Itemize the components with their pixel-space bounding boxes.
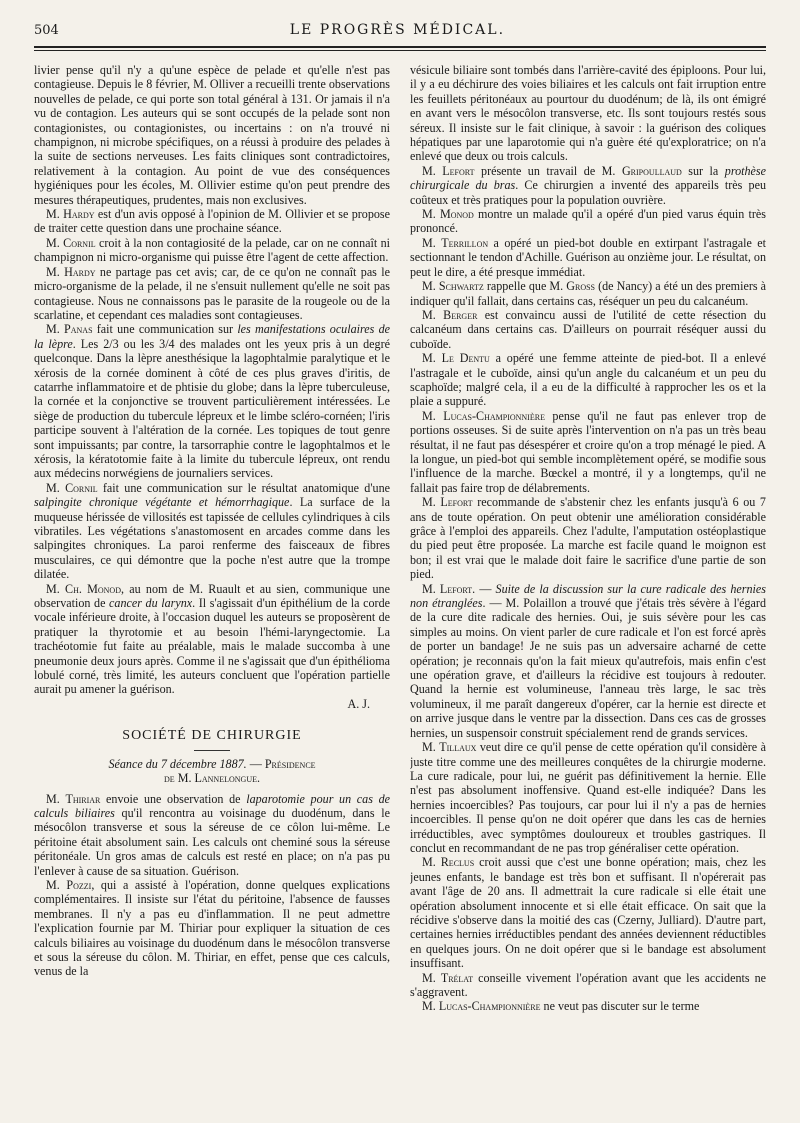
communication-title: laparotomie pour un cas de calculs biliaires — [34, 791, 390, 820]
paragraph: M. Pozzi, qui a assisté à l'opération, donne quelques explications complémentaires. Il insiste sur l'état du péritoine, l'absence de fausses membranes. Il n'y a pas eu d'inflammation. Il ne peut admettre l'explication fournie par M. Thiriar pour expliquer la situation de ces calculs biliaires au voisinage du duodénum dans le mésocôlon transverse et sous la séreuse du côlon. M. Thiriar, en effet, pense que ces calculs, venus de la — [34, 877, 390, 979]
left-column — [34, 63, 390, 1123]
paragraph: M. Cornil croit à la non contagiosité de la pelade, car on ne connaît ni champignon ni micro-organisme qui puisse être l'agent de cette affection. — [34, 235, 390, 265]
header-rule-thin — [34, 50, 766, 51]
person-name: Schwartz — [438, 279, 484, 294]
person-name: Monod — [439, 207, 474, 222]
signature: A. J. — [347, 696, 370, 711]
person-name: Berger — [443, 307, 478, 322]
person-name: Ch. Monod — [65, 581, 121, 596]
person-name: Lucas-Championnière — [443, 408, 545, 423]
person-name: Reclus — [440, 855, 475, 870]
communication-title: prothèse chirurgicale du bras — [410, 163, 766, 193]
communication-title: cancer du larynx — [109, 596, 193, 611]
person-name: Terrillon — [441, 235, 489, 250]
paragraph: M. Trélat conseille vivement l'opération avant que les accidents ne s'aggravent. — [410, 970, 766, 999]
paragraph: M. Terrillon a opéré un pied-bot double en extirpant l'astragale et sectionnant le tendon d'Achille. Guérison au onzième jour. Le résultat, on peut le dire, a été presque immédiat. — [410, 235, 766, 279]
journal-title: LE PROGRÈS MÉDICAL. — [289, 22, 506, 38]
paragraph: M. Cornil fait une communication sur le résultat anatomique d'une salpingite chronique végétante et hémorrhagique. La surface de la muqueuse hérissée de villosités est tapissée de cellules cylindriques à cils vibratiles. Les végétations s'anastomosent en arcades comme dans les salpingites chroniques. La paroi renferme des faisceaux de fibres musculaires, ce qui démontre que la poche n'est autre que la trompe dilatée. — [34, 480, 390, 582]
person-name: Pozzi — [66, 877, 92, 892]
person-name: Le Dentu — [441, 351, 490, 366]
paragraph: M. Hardy ne partage pas cet avis; car, de ce qu'on ne connaît pas le micro-organisme de la pelade, il ne s'ensuit nullement qu'elle ne soit pas contagieuse. Nous ne connaissons pas le parasite de la rougeole ou de la scarlatine, et cependant ces maladies sont contagieuses. — [34, 264, 390, 322]
columns — [34, 63, 766, 1123]
person-name: Cornil — [63, 235, 96, 250]
communication-title: les manifestations oculaires de la lèpre — [34, 322, 390, 351]
paragraph: M. Ch. Monod, au nom de M. Ruault et au sien, communique une observation de cancer du larynx. Il s'agissait d'un épithélium de la corde vocale inférieure droite, à l'occasion duquel les auteurs se proposèrent de pratiquer la thyrotomie et au besoin l'hémi-laryngectomie. La trachéotomie fut faite au préalable, mais le malade succomba à une pneumonie deux jours après. Comme il ne s'agissait que d'un épithélioma lobulé corné, très limité, les auteurs concluent que l'opération partielle aurait pu amener la guérison. — [34, 581, 390, 697]
person-name: Tillaux — [439, 740, 477, 755]
person-name: Trélat — [440, 970, 474, 985]
page-number: 504 — [34, 23, 59, 38]
paragraph: M. Berger est convaincu aussi de l'utilité de cette résection du calcanéum dans certains cas. D'ailleurs on pourrait réséquer aussi du cuboïde. — [410, 307, 766, 351]
person-name: Lefort. — [439, 581, 476, 596]
paragraph: M. Monod montre un malade qu'il a opéré d'un pied varus équin très prononcé. — [410, 207, 766, 236]
person-name: Hardy — [64, 264, 96, 279]
person-name: Panas — [64, 322, 93, 337]
paragraph: M. Schwartz rappelle que M. Gross (de Nancy) a été un des premiers à indiquer qu'il fallait, dans certains cas, réséquer un peu du calcanéum. — [410, 279, 766, 308]
paragraph: M. Hardy est d'un avis opposé à l'opinion de M. Ollivier et se propose de traiter cette question dans une prochaine séance. — [34, 207, 390, 236]
paragraph: M. Tillaux veut dire ce qu'il pense de cette opération qu'il considère à juste titre comme une des meilleures conquêtes de la chirurgie moderne. La cure radicale, pour lui, ne guérit pas définitivement la hernie. Elle n'est pas absolument inoffensive. Quand est-elle indiquée? Dans les hernies incoercibles? Pas toujours, car pour lui il n'y a pas de hernies incoercibles. Il pense qu'on ne doit opérer que dans les cas de hernies irréductibles, avec symptômes douloureux et troubles gastriques. Il conclut en recommandant de ne pas trop généraliser cette opération. — [410, 740, 766, 855]
header-rule-thick — [34, 46, 766, 48]
person-name: Hardy — [63, 207, 95, 222]
paragraph: M. Lefort présente un travail de M. Gripoullaud sur la prothèse chirurgicale du bras. Ce chirurgien a inventé des appareils très peu coûteux et très pratiques pour la population ouvrière. — [410, 163, 766, 207]
person-name: Lucas-Championnière — [438, 999, 541, 1014]
session-president: de M. Lannelongue. — [164, 771, 260, 786]
paragraph: M. Lucas-Championnière ne veut pas discuter sur le terme — [422, 999, 700, 1014]
person-name: Thiriar — [65, 791, 101, 806]
paragraph: M. Lefort. — Suite de la discussion sur la cure radicale des hernies non étranglées. — M. Polaillon a trouvé que j'étais très sévère à l'égard de la cure dite radicale des hernies. Oui, je suis sévère pour les cas simples au moins. On vient parler de cure radicale et l'on est forcé après de porter un bandage! Je ne suis pas un adversaire acharné de cette opération; je reconnais qu'on la fait mieux qu'autrefois, mais enfin c'est une opération grave, et d'ailleurs la récidive est toujours à redouter. Quand la hernie est volumineuse, l'anneau très large, le sac très volumineux, il me paraît dangereux d'opérer, car la hernie est directe et on arrive jusque dans le ventre par la dissection. Dans ces cas de grosses hernies, un suspensoir construit spécialement rend de grands services. — [410, 581, 766, 740]
session-heading — [34, 757, 390, 786]
paragraph: M. Le Dentu a opéré une femme atteinte de pied-bot. Il a enlevé l'astragale et le cuboïde, ainsi qu'un angle du calcanéum et un peu du scaphoïde; malgré cela, il a eu de la difficulté à rapprocher les os et la plaie a suppuré. — [410, 351, 766, 409]
paragraph: M. Thiriar envoie une observation de laparotomie pour un cas de calculs biliaires qu'il rencontra au voisinage du duodénum, dans le mésocôlon transverse et sous la séreuse de ce côlon lui-même. Le péritoine était absolument sain. Les calculs ont cheminé sous la séreuse péritonéale. Un gros amas de calculs est resté en place; on n'a pas pu l'enlever à cause de sa situation. Guérison. — [34, 791, 390, 878]
paragraph: M. Panas fait une communication sur les manifestations oculaires de la lèpre. Les 2/3 ou les 3/4 des malades ont les yeux pris à un degré quelconque. Dans la lèpre anesthésique la lagophtalmie paralytique et le xérosis de la cornée dominent à côté de ces plus graves d'iritis, de catarrhe inflammatoire et de phtisie du globe; dans la lèpre tuberculeuse, la cornée et la conjonctive se trouvent particulièrement intéressées. Le siège de production du tubercule lépreux et le limbe scléro-cornéen; l'iris participe souvent à l'altération de la cornée. Les topiques de tout genre sont impuissants; par contre, la tarsorraphie contre le lagophtalmos et le xérosis, la kératotomie faite à la limite du tubercule lépreux, ont rendu aux médecins norwégiens de journaliers services. — [34, 322, 390, 481]
session-date: Séance du 7 décembre 1887. — [108, 756, 247, 771]
paragraph: vésicule biliaire sont tombés dans l'arrière-cavité des épiploons. Pour lui, il y a eu déchirure des voies biliaires et les calculs ont fait irruption entre les feuillets péritonéaux au pourtour du duodénum; de là, ils ont émigré en avant vers le mésocôlon transverse, etc. Ils sont toujours restés sous séreux. Il insiste sur le fait clinique, à savoir : la guérison des coliques hépatiques par une laparotomie qui n'a guère été qu'exploratrice; on n'a enlevé que deux ou trois calculs. — [410, 63, 766, 164]
section-divider — [194, 750, 230, 751]
session-presidency: — Présidence — [246, 756, 316, 771]
person-name: Cornil — [65, 480, 98, 495]
right-column — [410, 63, 766, 1123]
paragraph: livier pense qu'il n'y a qu'une espèce de pelade et qu'elle n'est pas contagieuse. Depuis le 8 février, M. Olliver a recueilli trente observations nouvelles de pelade, ce qui porte son total général à 131. Or jamais il n'a vu de contagion. Les auteurs qui se sont occupés de la pelade sont non contagionistes, ou contagionistes, ou incertains : on n'a trouvé ni champignon, ni microbe spécifiques, on a réussi à produire des pelades à la suite de sections nerveuses. Les faits cliniques sont contradictoires, relativement à la contagion. Au point de vue des conséquences hygiéniques pour les écoles, M. Ollivier estime qu'on peut prendre des mesures thérapeutiques, prudentes, mais non exclusives. — [34, 63, 390, 207]
paragraph: M. Lucas-Championnière pense qu'il ne faut pas enlever trop de portions osseuses. Si de suite après l'intervention on n'a pas un très beau résultat, il ne faut pas désespérer et croire qu'on a trop ménagé le pied. A la longue, un pied-bot qui semble incomplètement opéré, se modifie sous l'influence de la marche. Bœckel a montré, il y a longtemps, qu'il ne fallait pas faire trop de délabrements. — [410, 408, 766, 495]
paragraph: M. Reclus croit aussi que c'est une bonne opération; mais, chez les jeunes enfants, le bandage est très bon et suffisant. Il n'opérerait pas avant l'âge de 20 ans. Il admettrait la cure radicale si elle était une opération absolument innocente et si elle était efficace. On sait que la récidive s'observe dans la moitié des cas (Czerny, Julliard). D'autre part, certaines hernies irréductibles pendant des années deviennent réductibles en quelques jours. On ne doit opérer que si le bandage est absolument insuffisant. — [410, 855, 766, 971]
person-name: Gross — [566, 279, 596, 294]
section-title: SOCIÉTÉ DE CHIRURGIE — [122, 728, 302, 744]
communication-title: salpingite chronique végétante et hémorrhagique — [34, 495, 290, 510]
person-name: Lefort — [440, 495, 473, 510]
paragraph: M. Lefort recommande de s'abstenir chez les enfants jusqu'à 6 ou 7 ans de toute opération. On peut obtenir une amélioration considérable grâce à l'emploi des appareils. Chez l'adulte, l'amputation ostéoplastique du pied peut être proposée. La marche est facile quand le moignon est bon; il est vrai que le malade doit faire le sacrifice d'une partie de son pied. — [410, 495, 766, 582]
person-name: Gripoullaud — [621, 163, 682, 178]
person-name: Lefort — [442, 163, 475, 178]
page-header — [34, 22, 766, 44]
communication-title: Suite de la discussion sur la cure radicale des hernies non étranglées — [410, 581, 766, 611]
